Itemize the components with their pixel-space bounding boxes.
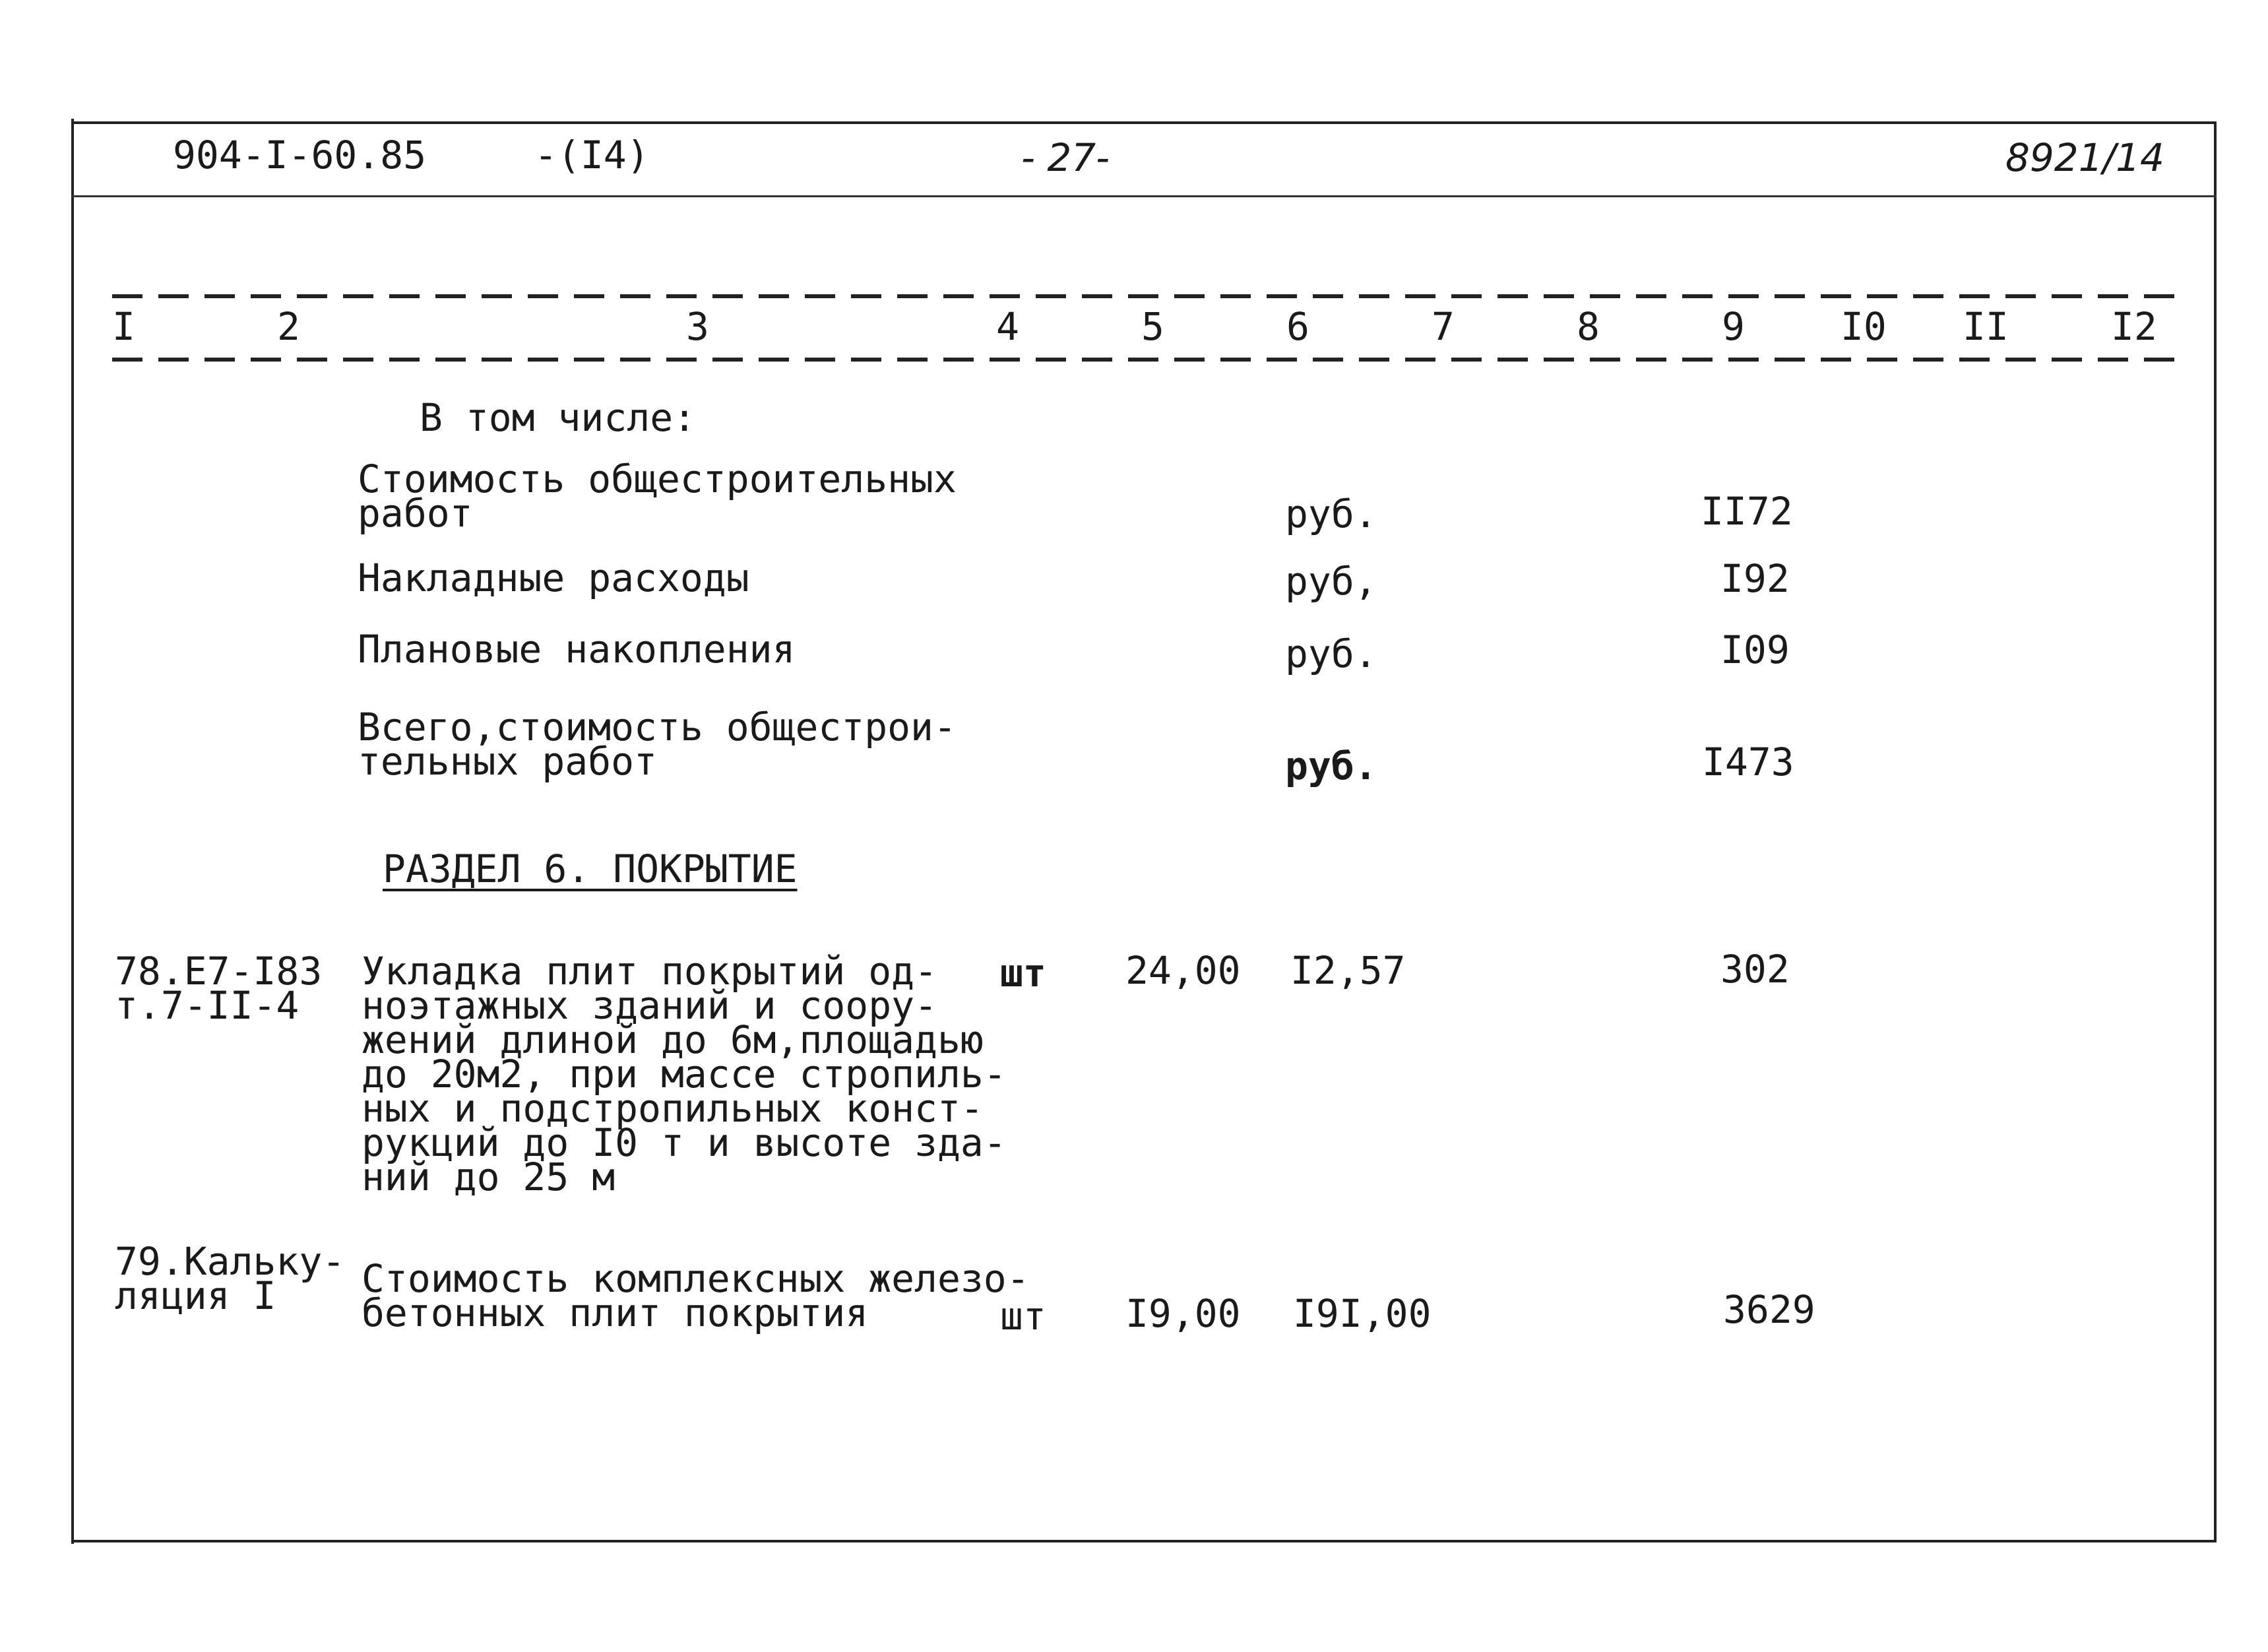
column-header-bottom-rule bbox=[112, 358, 2190, 362]
frame-right-border bbox=[2214, 121, 2217, 1540]
column-header-8: 8 bbox=[1577, 304, 1600, 349]
item-price: I2,57 bbox=[1290, 948, 1406, 993]
item-quantity: 24,00 bbox=[1125, 948, 1241, 993]
column-header-9: 9 bbox=[1722, 304, 1745, 349]
column-header-4: 4 bbox=[996, 304, 1019, 349]
summary-row-unit: руб. bbox=[1285, 631, 1377, 676]
column-header-10: I0 bbox=[1841, 304, 1887, 349]
frame-left-border bbox=[71, 119, 74, 1544]
handwritten-number: 8921/14 bbox=[2005, 135, 2164, 180]
summary-row-total: II72 bbox=[1701, 489, 1793, 534]
column-header-7: 7 bbox=[1432, 304, 1455, 349]
summary-row-total: I473 bbox=[1702, 740, 1794, 784]
summary-row-name: Накладные расходы bbox=[358, 556, 749, 600]
sheet-number: -(I4) bbox=[534, 133, 650, 177]
column-header-1: I bbox=[112, 304, 135, 349]
summary-heading: В том числе: bbox=[420, 395, 697, 440]
column-header-12: I2 bbox=[2111, 304, 2157, 349]
column-header-5: 5 bbox=[1141, 304, 1164, 349]
summary-row-unit: руб. bbox=[1285, 492, 1377, 536]
item-total: 302 bbox=[1720, 947, 1790, 992]
item-total: 3629 bbox=[1723, 1287, 1815, 1332]
item-description: Стоимость комплексных железо- бетонных плит покрытия bbox=[362, 1256, 1030, 1335]
column-header-2: 2 bbox=[277, 304, 300, 349]
frame-bottom-border bbox=[71, 1540, 2217, 1542]
header-divider bbox=[71, 195, 2217, 197]
column-header-top-rule bbox=[112, 294, 2190, 298]
summary-row-total: I92 bbox=[1720, 556, 1790, 601]
item-price: I9I,00 bbox=[1293, 1291, 1432, 1336]
item-unit: шт bbox=[1000, 951, 1046, 996]
summary-row-total: I09 bbox=[1720, 627, 1790, 672]
column-header-3: 3 bbox=[686, 304, 709, 349]
summary-row-unit: руб. bbox=[1285, 744, 1377, 788]
item-unit: шт bbox=[1000, 1294, 1046, 1339]
item-description: Укладка плит покрытий од- ноэтажных зданий и соору- жений длиной до 6м,площадью до 20м2, при массе стропиль- ных и подстропильных конст- рукций до I0 т и высоте зда- ний до 25 м bbox=[362, 949, 1007, 1199]
item-code: 78.Е7-I83 т.7-II-4 bbox=[115, 949, 323, 1028]
frame-top-border bbox=[71, 121, 2215, 124]
item-quantity: I9,00 bbox=[1125, 1291, 1241, 1336]
summary-row-unit: руб, bbox=[1285, 559, 1377, 604]
summary-row-name: Плановые накопления bbox=[358, 627, 796, 672]
column-header-6: 6 bbox=[1286, 304, 1309, 349]
summary-row-name: Всего,стоимость общестрои- тельных работ bbox=[358, 705, 957, 784]
section-title: РАЗДЕЛ 6. ПОКРЫТИЕ bbox=[383, 846, 798, 891]
doc-code: 904-I-60.85 bbox=[173, 133, 427, 177]
column-header-11: II bbox=[1963, 304, 2009, 349]
page-number: - 27- bbox=[1021, 135, 1110, 180]
summary-row-name: Стоимость общестроительных работ bbox=[358, 457, 957, 536]
item-code: 79.Кальку- ляция I bbox=[115, 1239, 346, 1318]
